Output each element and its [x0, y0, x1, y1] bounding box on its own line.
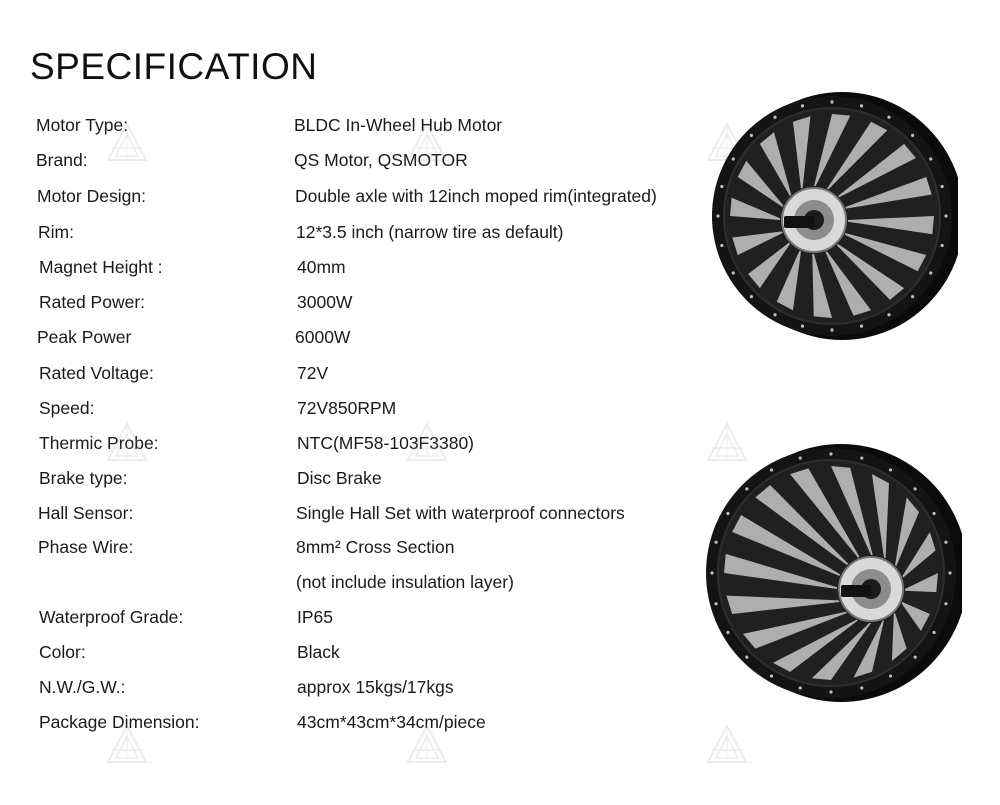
spec-label: Waterproof Grade: — [39, 607, 184, 627]
rim-bolt — [773, 116, 776, 119]
spec-value: QS Motor, QSMOTOR — [294, 150, 468, 170]
spec-value: NTC(MF58-103F3380) — [297, 433, 474, 453]
hub-motor-wheel-top-image — [706, 90, 958, 342]
rim-bolt — [932, 631, 935, 634]
rim-bolt — [914, 487, 917, 490]
rim-bolt — [732, 271, 735, 274]
rim-bolt — [750, 295, 753, 298]
watermark-logo-icon — [104, 722, 150, 768]
rim-bolt — [944, 214, 947, 217]
rim-bolt — [887, 313, 890, 316]
spec-value: 12*3.5 inch (narrow tire as default) — [296, 222, 564, 242]
watermark-logo-icon — [404, 120, 450, 166]
spec-value: 6000W — [295, 327, 351, 347]
spec-label: N.W./G.W.: — [39, 677, 126, 697]
rim-bolt — [714, 602, 717, 605]
rim-bolt — [726, 631, 729, 634]
rim-bolt — [941, 244, 944, 247]
spec-value: (not include insulation layer) — [296, 572, 514, 592]
rim-bolt — [720, 185, 723, 188]
spec-value: 72V850RPM — [297, 398, 397, 418]
rim-bolt — [770, 468, 773, 471]
watermark-logo-icon — [404, 722, 450, 768]
rim-bolt — [801, 104, 804, 107]
axle-cable — [784, 216, 814, 228]
rim-bolt — [830, 100, 833, 103]
spec-value: 43cm*43cm*34cm/piece — [297, 712, 486, 732]
rim-bolt — [720, 244, 723, 247]
spec-label: Brand: — [36, 150, 88, 170]
watermark-logo-icon — [104, 420, 150, 466]
spec-value: 72V — [297, 363, 329, 383]
page-title: SPECIFICATION — [30, 46, 318, 87]
rim-bolt — [799, 456, 802, 459]
rim-bolt — [801, 325, 804, 328]
spec-label: Speed: — [39, 398, 95, 418]
spec-label: Package Dimension: — [39, 712, 200, 732]
rim-bolt — [932, 512, 935, 515]
rim-bolt — [726, 512, 729, 515]
rim-bolt — [710, 571, 713, 574]
spec-label: Peak Power — [37, 327, 132, 347]
spec-label: Motor Design: — [37, 186, 146, 206]
rim-bolt — [829, 452, 832, 455]
rim-bolt — [911, 295, 914, 298]
rim-bolt — [941, 185, 944, 188]
rim-bolt — [889, 674, 892, 677]
rim-bolt — [860, 686, 863, 689]
rim-bolt — [929, 271, 932, 274]
rim-bolt — [799, 686, 802, 689]
rim-bolt — [714, 541, 717, 544]
rim-bolt — [732, 157, 735, 160]
spec-value: 40mm — [297, 257, 346, 277]
spec-value: 3000W — [297, 292, 353, 312]
spec-value: BLDC In-Wheel Hub Motor — [294, 115, 503, 135]
rim-bolt — [860, 325, 863, 328]
spec-value: Single Hall Set with waterproof connectors — [296, 503, 625, 523]
spec-label: Hall Sensor: — [38, 503, 134, 523]
rim-bolt — [716, 214, 719, 217]
spec-label: Rated Power: — [39, 292, 146, 312]
spec-label: Magnet Height : — [39, 257, 163, 277]
watermark-logo-icon — [404, 420, 450, 466]
spec-label: Thermic Probe: — [39, 433, 159, 453]
spec-value: Disc Brake — [297, 468, 382, 488]
rim-bolt — [914, 656, 917, 659]
rim-bolt — [911, 134, 914, 137]
rim-bolt — [944, 602, 947, 605]
rim-bolt — [860, 456, 863, 459]
spec-value: IP65 — [297, 607, 333, 627]
spec-label: Brake type: — [39, 468, 128, 488]
rim-bolt — [889, 468, 892, 471]
rim-bolt — [750, 134, 753, 137]
spec-label: Phase Wire: — [38, 537, 134, 557]
rim-bolt — [770, 674, 773, 677]
rim-bolt — [887, 116, 890, 119]
rim-bolt — [944, 541, 947, 544]
spec-value: Double axle with 12inch moped rim(integrated) — [295, 186, 657, 206]
rim-bolt — [745, 656, 748, 659]
watermark-logo-icon — [104, 120, 150, 166]
rim-bolt — [745, 487, 748, 490]
spec-value: Black — [297, 642, 340, 662]
rim-bolt — [860, 104, 863, 107]
rim-bolt — [929, 157, 932, 160]
rim-bolt — [948, 571, 951, 574]
rim-bolt — [829, 690, 832, 693]
spec-value: approx 15kgs/17kgs — [297, 677, 454, 697]
spec-label: Motor Type: — [36, 115, 129, 135]
spec-label: Rim: — [38, 222, 74, 242]
spec-label: Color: — [39, 642, 86, 662]
rim-bolt — [830, 328, 833, 331]
rim-bolt — [773, 313, 776, 316]
axle-cable — [841, 585, 871, 597]
spec-value: 8mm² Cross Section — [296, 537, 455, 557]
spec-label: Rated Voltage: — [39, 363, 154, 383]
hub-motor-wheel-bottom-image — [700, 442, 962, 704]
watermark-logo-icon — [704, 722, 750, 768]
